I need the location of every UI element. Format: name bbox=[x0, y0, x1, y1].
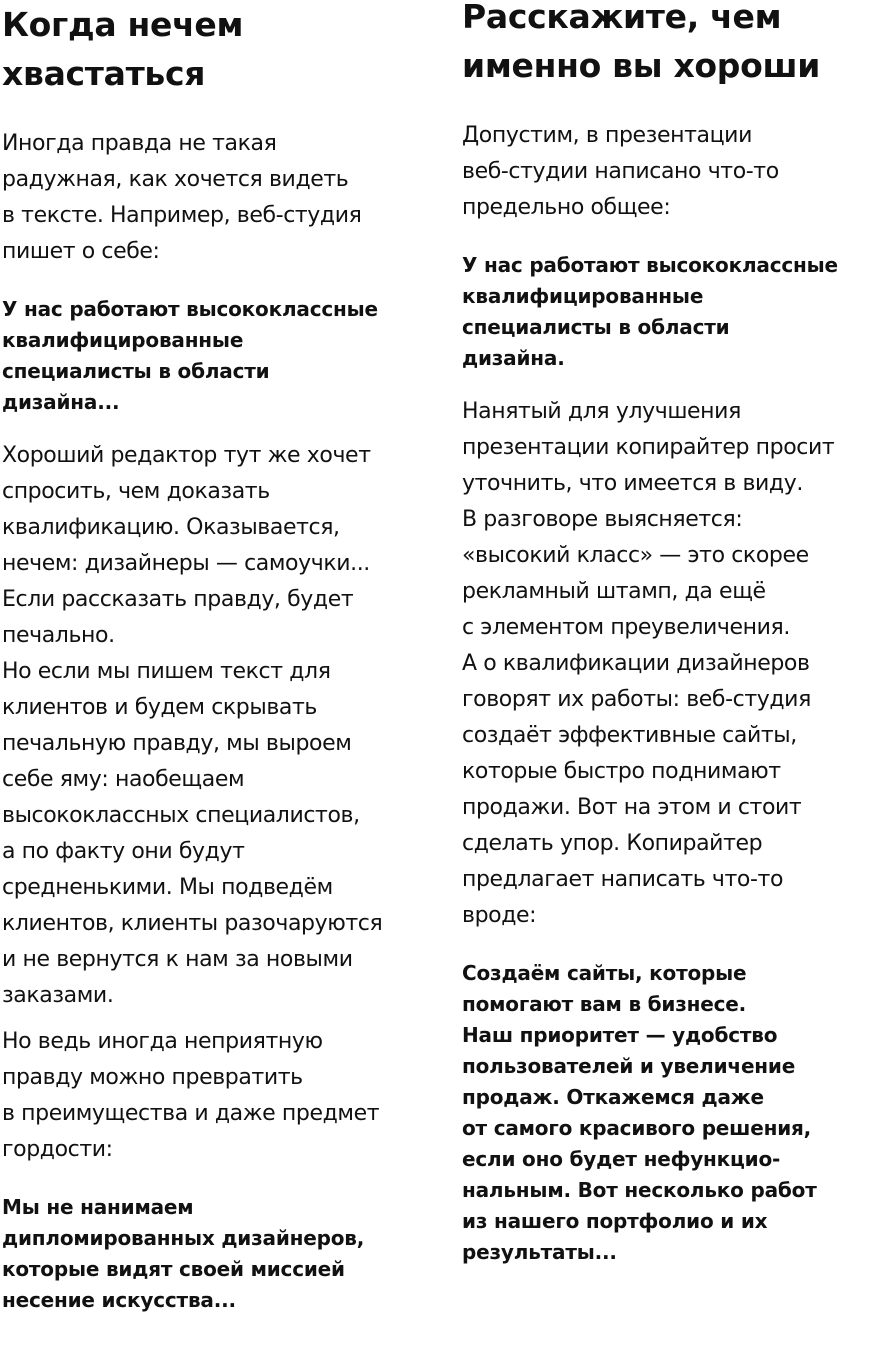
text-line: в тексте. Например, веб-студия bbox=[2, 203, 362, 228]
text-line: рекламный штамп, да ещё bbox=[462, 579, 766, 604]
text-line: с элементом преувеличения. bbox=[462, 615, 790, 640]
text-line: дипломированных дизайнеров, bbox=[2, 1226, 365, 1250]
text-line: создаёт эффективные сайты, bbox=[462, 723, 797, 748]
text-line: специалисты в области bbox=[2, 359, 270, 383]
left-heading bbox=[2, 0, 432, 98]
text-line: которые быстро поднимают bbox=[462, 759, 781, 784]
text-line: предельно общее: bbox=[462, 195, 671, 220]
text-line: сделать упор. Копирайтер bbox=[462, 831, 763, 856]
text-line: заказами. bbox=[2, 983, 114, 1008]
text-line: пользователей и увеличение bbox=[462, 1054, 796, 1078]
text-line: нальным. Вот несколько работ bbox=[462, 1178, 817, 1202]
text-line: А о квалификации дизайнеров bbox=[462, 651, 810, 676]
text-line: Когда нечем bbox=[2, 5, 244, 44]
text-line: Допустим, в презентации bbox=[462, 123, 752, 148]
text-line: дизайна. bbox=[462, 346, 565, 370]
text-line: Мы не нанимаем bbox=[2, 1195, 194, 1219]
text-line: пишет о себе: bbox=[2, 239, 160, 264]
text-line: «высокий класс» — это скорее bbox=[462, 543, 809, 568]
text-line: Иногда правда не такая bbox=[2, 131, 277, 156]
text-line: Но если мы пишем текст для bbox=[2, 659, 331, 684]
text-line: продажи. Вот на этом и стоит bbox=[462, 795, 802, 820]
right-paragraph-1 bbox=[462, 118, 880, 226]
right-example-quote-2 bbox=[462, 958, 880, 1268]
text-line: результаты... bbox=[462, 1240, 617, 1264]
text-line: от самого красивого решения, bbox=[462, 1116, 812, 1140]
left-example-quote-1 bbox=[2, 294, 432, 418]
text-line: Нанятый для улучшения bbox=[462, 399, 741, 424]
text-line: В разговоре выясняется: bbox=[462, 507, 743, 532]
text-line: квалифицированные bbox=[2, 328, 244, 352]
text-line: дизайна... bbox=[2, 390, 120, 414]
text-line: правду можно превратить bbox=[2, 1065, 303, 1090]
text-line: Наш приоритет — удобство bbox=[462, 1023, 778, 1047]
text-line: презентации копирайтер просит bbox=[462, 435, 835, 460]
text-line: гордости: bbox=[2, 1137, 113, 1162]
text-line: радужная, как хочется видеть bbox=[2, 167, 349, 192]
left-paragraph-3 bbox=[2, 654, 432, 1014]
text-line: клиентов, клиенты разочаруются bbox=[2, 911, 383, 936]
left-paragraph-2 bbox=[2, 438, 432, 654]
text-line: Если рассказать правду, будет bbox=[2, 587, 354, 612]
text-line: нечем: дизайнеры — самоучки... bbox=[2, 551, 370, 576]
text-line: Расскажите, чем bbox=[462, 0, 782, 36]
text-line: квалификацию. Оказывается, bbox=[2, 515, 340, 540]
text-line: из нашего портфолио и их bbox=[462, 1209, 768, 1233]
text-line: Но ведь иногда неприятную bbox=[2, 1029, 323, 1054]
text-line: предлагает написать что-то bbox=[462, 867, 784, 892]
text-line: именно вы хороши bbox=[462, 46, 821, 85]
text-line: печально. bbox=[2, 623, 115, 648]
text-line: хвастаться bbox=[2, 54, 206, 93]
text-line: спросить, чем доказать bbox=[2, 479, 270, 504]
text-line: которые видят своей миссией bbox=[2, 1257, 345, 1281]
right-paragraph-2 bbox=[462, 394, 880, 934]
text-line: помогают вам в бизнесе. bbox=[462, 992, 747, 1016]
text-line: уточнить, что имеется в виду. bbox=[462, 471, 803, 496]
text-line: печальную правду, мы выроем bbox=[2, 731, 352, 756]
text-line: веб-студии написано что-то bbox=[462, 159, 779, 184]
right-column bbox=[462, 0, 880, 1268]
text-line: себе яму: наобещаем bbox=[2, 767, 245, 792]
text-line: средненькими. Мы подведём bbox=[2, 875, 333, 900]
text-line: говорят их работы: веб-студия bbox=[462, 687, 811, 712]
text-line: квалифицированные bbox=[462, 284, 704, 308]
text-line: если оно будет нефункцио- bbox=[462, 1147, 781, 1171]
left-paragraph-1 bbox=[2, 126, 432, 270]
text-line: несение искусства... bbox=[2, 1288, 236, 1312]
text-line: Создаём сайты, которые bbox=[462, 961, 747, 985]
left-paragraph-4 bbox=[2, 1024, 432, 1168]
text-line: высококлассных специалистов, bbox=[2, 803, 360, 828]
text-line: специалисты в области bbox=[462, 315, 730, 339]
left-column bbox=[2, 0, 432, 1316]
text-line: У нас работают высококлассные bbox=[462, 253, 838, 277]
text-line: и не вернутся к нам за новыми bbox=[2, 947, 353, 972]
text-line: а по факту они будут bbox=[2, 839, 245, 864]
text-line: продаж. Откажемся даже bbox=[462, 1085, 764, 1109]
text-line: клиентов и будем скрывать bbox=[2, 695, 317, 720]
left-example-quote-2 bbox=[2, 1192, 432, 1316]
right-example-quote-1 bbox=[462, 250, 880, 374]
text-line: в преимущества и даже предмет bbox=[2, 1101, 380, 1126]
text-line: Хороший редактор тут же хочет bbox=[2, 443, 371, 468]
text-line: вроде: bbox=[462, 903, 537, 928]
right-heading bbox=[462, 0, 880, 90]
text-line: У нас работают высококлассные bbox=[2, 297, 378, 321]
